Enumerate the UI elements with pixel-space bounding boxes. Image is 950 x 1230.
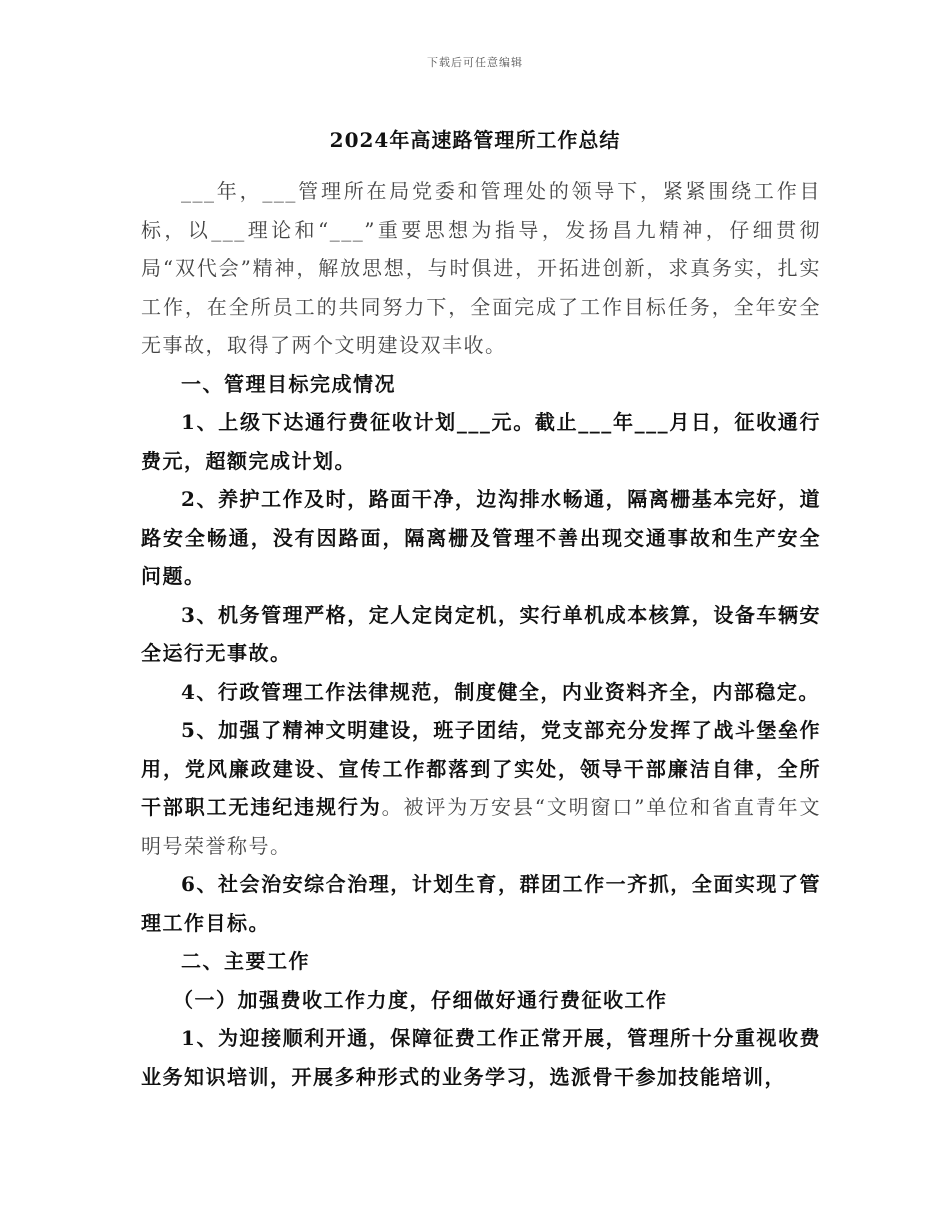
header-note: 下载后可任意编辑 <box>427 56 523 69</box>
subsection-heading-1: （一）加强费收工作力度，仔细做好通行费征收工作 <box>173 987 668 1012</box>
paragraph-item-5 <box>141 711 821 865</box>
paragraph-item-3: 3、机务管理严格，定人定岗定机，实行单机成本核算，设备车辆安全运行无事故。 <box>141 602 821 665</box>
document-title: 2024年高速路管理所工作总结 <box>329 128 621 152</box>
intro-paragraph: ___年，___管理所在局党委和管理处的领导下，紧紧围绕工作目标，以___理论和“___”重要思想为指导，发扬昌九精神，仔细贯彻局“双代会”精神，解放思想，与时俱进，开拓进创新，求真务实，扎实工作，在全所员工的共同努力下，全面完成了工作目标任务，全年安全无事故，取得了两个文明建设双丰收。 <box>141 179 821 357</box>
paragraph-item-6: 6、社会治安综合治理，计划生育，群团工作一齐抓，全面实现了管理工作目标。 <box>141 872 821 935</box>
document-body <box>141 172 821 1096</box>
paragraph-item-2: 2、养护工作及时，路面干净，边沟排水畅通，隔离栅基本完好，道路安全畅通，没有因路面，隔离栅及管理不善出现交通事故和生产安全问题。 <box>141 487 821 588</box>
section-heading-2: 二、主要工作 <box>181 949 310 973</box>
section-heading-1: 一、管理目标完成情况 <box>181 371 396 396</box>
paragraph-item-5-bold: 5、加强了精神文明建设，班子团结，党支部充分发挥了战斗堡垒作用，党风廉政建设、宣传工作都落到了实处，领导干部廉洁自律，全所干部职工无违纪违规行为 <box>141 718 821 819</box>
paragraph-item-5-light: 。被评为万安县“文明窗口”单位和省直青年文明号荣誉称号。 <box>141 795 822 858</box>
paragraph-sub-item-1: 1、为迎接顺利开通，保障征费工作正常开展，管理所十分重视收费业务知识培训，开展多种形式的业务学习，选派骨干参加技能培训， <box>141 1026 821 1089</box>
paragraph-item-1: 1、上级下达通行费征收计划___元。截止___年___月日，征收通行费元，超额完成计划。 <box>141 410 821 473</box>
paragraph-item-4: 4、行政管理工作法律规范，制度健全，内业资料齐全，内部稳定。 <box>181 679 820 704</box>
